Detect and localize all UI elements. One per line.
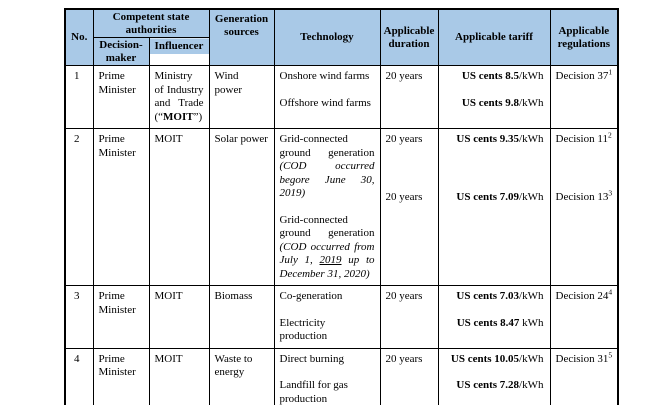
table-row-wind [65,66,618,129]
influencer-cell: MOIT [149,286,209,349]
decision-maker-cell: Prime Minister [93,129,149,286]
footnote-ref: 4 [608,287,613,297]
header-applicable-duration: Applicable duration [380,9,438,66]
duration-item: 20 years [385,70,423,82]
header-decision-maker: Decision-maker [93,38,149,66]
generation-source-cell: Waste to energy [209,348,274,405]
duration-item: 20 years [385,133,423,145]
tariff-item: US cents 9.8/kWh [461,96,544,109]
regulation-item: Decision 37$^1$ [555,67,613,82]
header-generation-sources: Generation sources [209,9,274,66]
header-technology: Technology [274,9,380,66]
tariff-item: US cents 8.47 kWh [456,316,544,329]
regulation-item: Decision 11$^2$ [555,130,612,145]
technology-item: Offshore wind farms [279,96,371,109]
tariff-item: US cents 7.28/kWh [456,379,544,391]
row-number: 1 [65,66,93,129]
decision-maker-cell: Prime Minister [93,66,149,129]
technology-cell [274,129,380,286]
technology-item: Onshore wind farms [279,70,370,82]
duration-cell [380,129,438,286]
row-number: 4 [65,348,93,405]
header-applicable-tariff: Applicable tariff [438,9,550,66]
technology-item: Direct burning [279,352,344,365]
tariff-item: US cents 7.09/kWh [456,190,544,203]
footnote-ref: 5 [608,349,613,359]
tariff-cell [438,286,550,349]
influencer-cell: MOIT [149,129,209,286]
tariff-item: US cents 9.35/kWh [456,133,544,145]
technology-item: Grid-connected ground generation (COD occurred from July 1, 2019 up to December 31, 2020) [279,213,375,280]
technology-item: Co-generation [279,290,343,302]
header-influencer: Influencer [149,38,209,66]
tariff-cell [438,66,550,129]
row-number: 2 [65,129,93,286]
duration-cell [380,286,438,349]
regulations-cell [550,129,618,286]
regulations-cell [550,348,618,405]
footnote-ref: 3 [608,187,613,197]
header-applicable-regulations: Applicable regulations [550,9,618,66]
influencer-cell: MOIT [149,348,209,405]
technology-item: Electricity production [279,316,328,342]
duration-item: 20 years [385,190,423,203]
row-number: 3 [65,286,93,349]
tariff-cell [438,129,550,286]
regulation-item: Decision 31$^5$ [555,349,613,365]
technology-cell [274,348,380,405]
footnote-ref: 1 [608,67,613,77]
table-row-biomass [65,286,618,349]
tariff-cell [438,348,550,405]
technology-item: Grid-connected ground generation (COD occurred begore June 30, 2019) [279,133,375,199]
footnote-ref: 2 [607,130,612,140]
tariff-item: US cents 10.05/kWh [450,352,544,365]
technology-item: Landfill for gas production [279,379,348,405]
header-competent-state-authorities: Competent state authorities [93,9,209,38]
regulations-cell [550,286,618,349]
table-row-solar [65,129,618,286]
duration-item: 20 years [385,352,423,365]
decision-maker-cell: Prime Minister [93,348,149,405]
header-no: No. [65,9,93,66]
duration-cell [380,66,438,129]
duration-cell [380,348,438,405]
tariff-item: US cents 7.03/kWh [456,290,544,302]
regulations-cell [550,66,618,129]
regulation-item: Decision 13$^3$ [555,187,613,203]
generation-source-cell: Wind power [209,66,274,129]
feed-in-tariff-table [64,8,619,405]
technology-cell [274,286,380,349]
tariff-item: US cents 8.5/kWh [461,70,544,82]
technology-cell [274,66,380,129]
decision-maker-cell: Prime Minister [93,286,149,349]
regulation-item: Decision 24$^4$ [555,287,613,302]
influencer-cell: Ministry of Industry and Trade (“MOIT”) [149,66,209,129]
generation-source-cell: Biomass [209,286,274,349]
generation-source-cell: Solar power [209,129,274,286]
duration-item: 20 years [385,290,423,302]
table-row-waste-to-energy [65,348,618,405]
